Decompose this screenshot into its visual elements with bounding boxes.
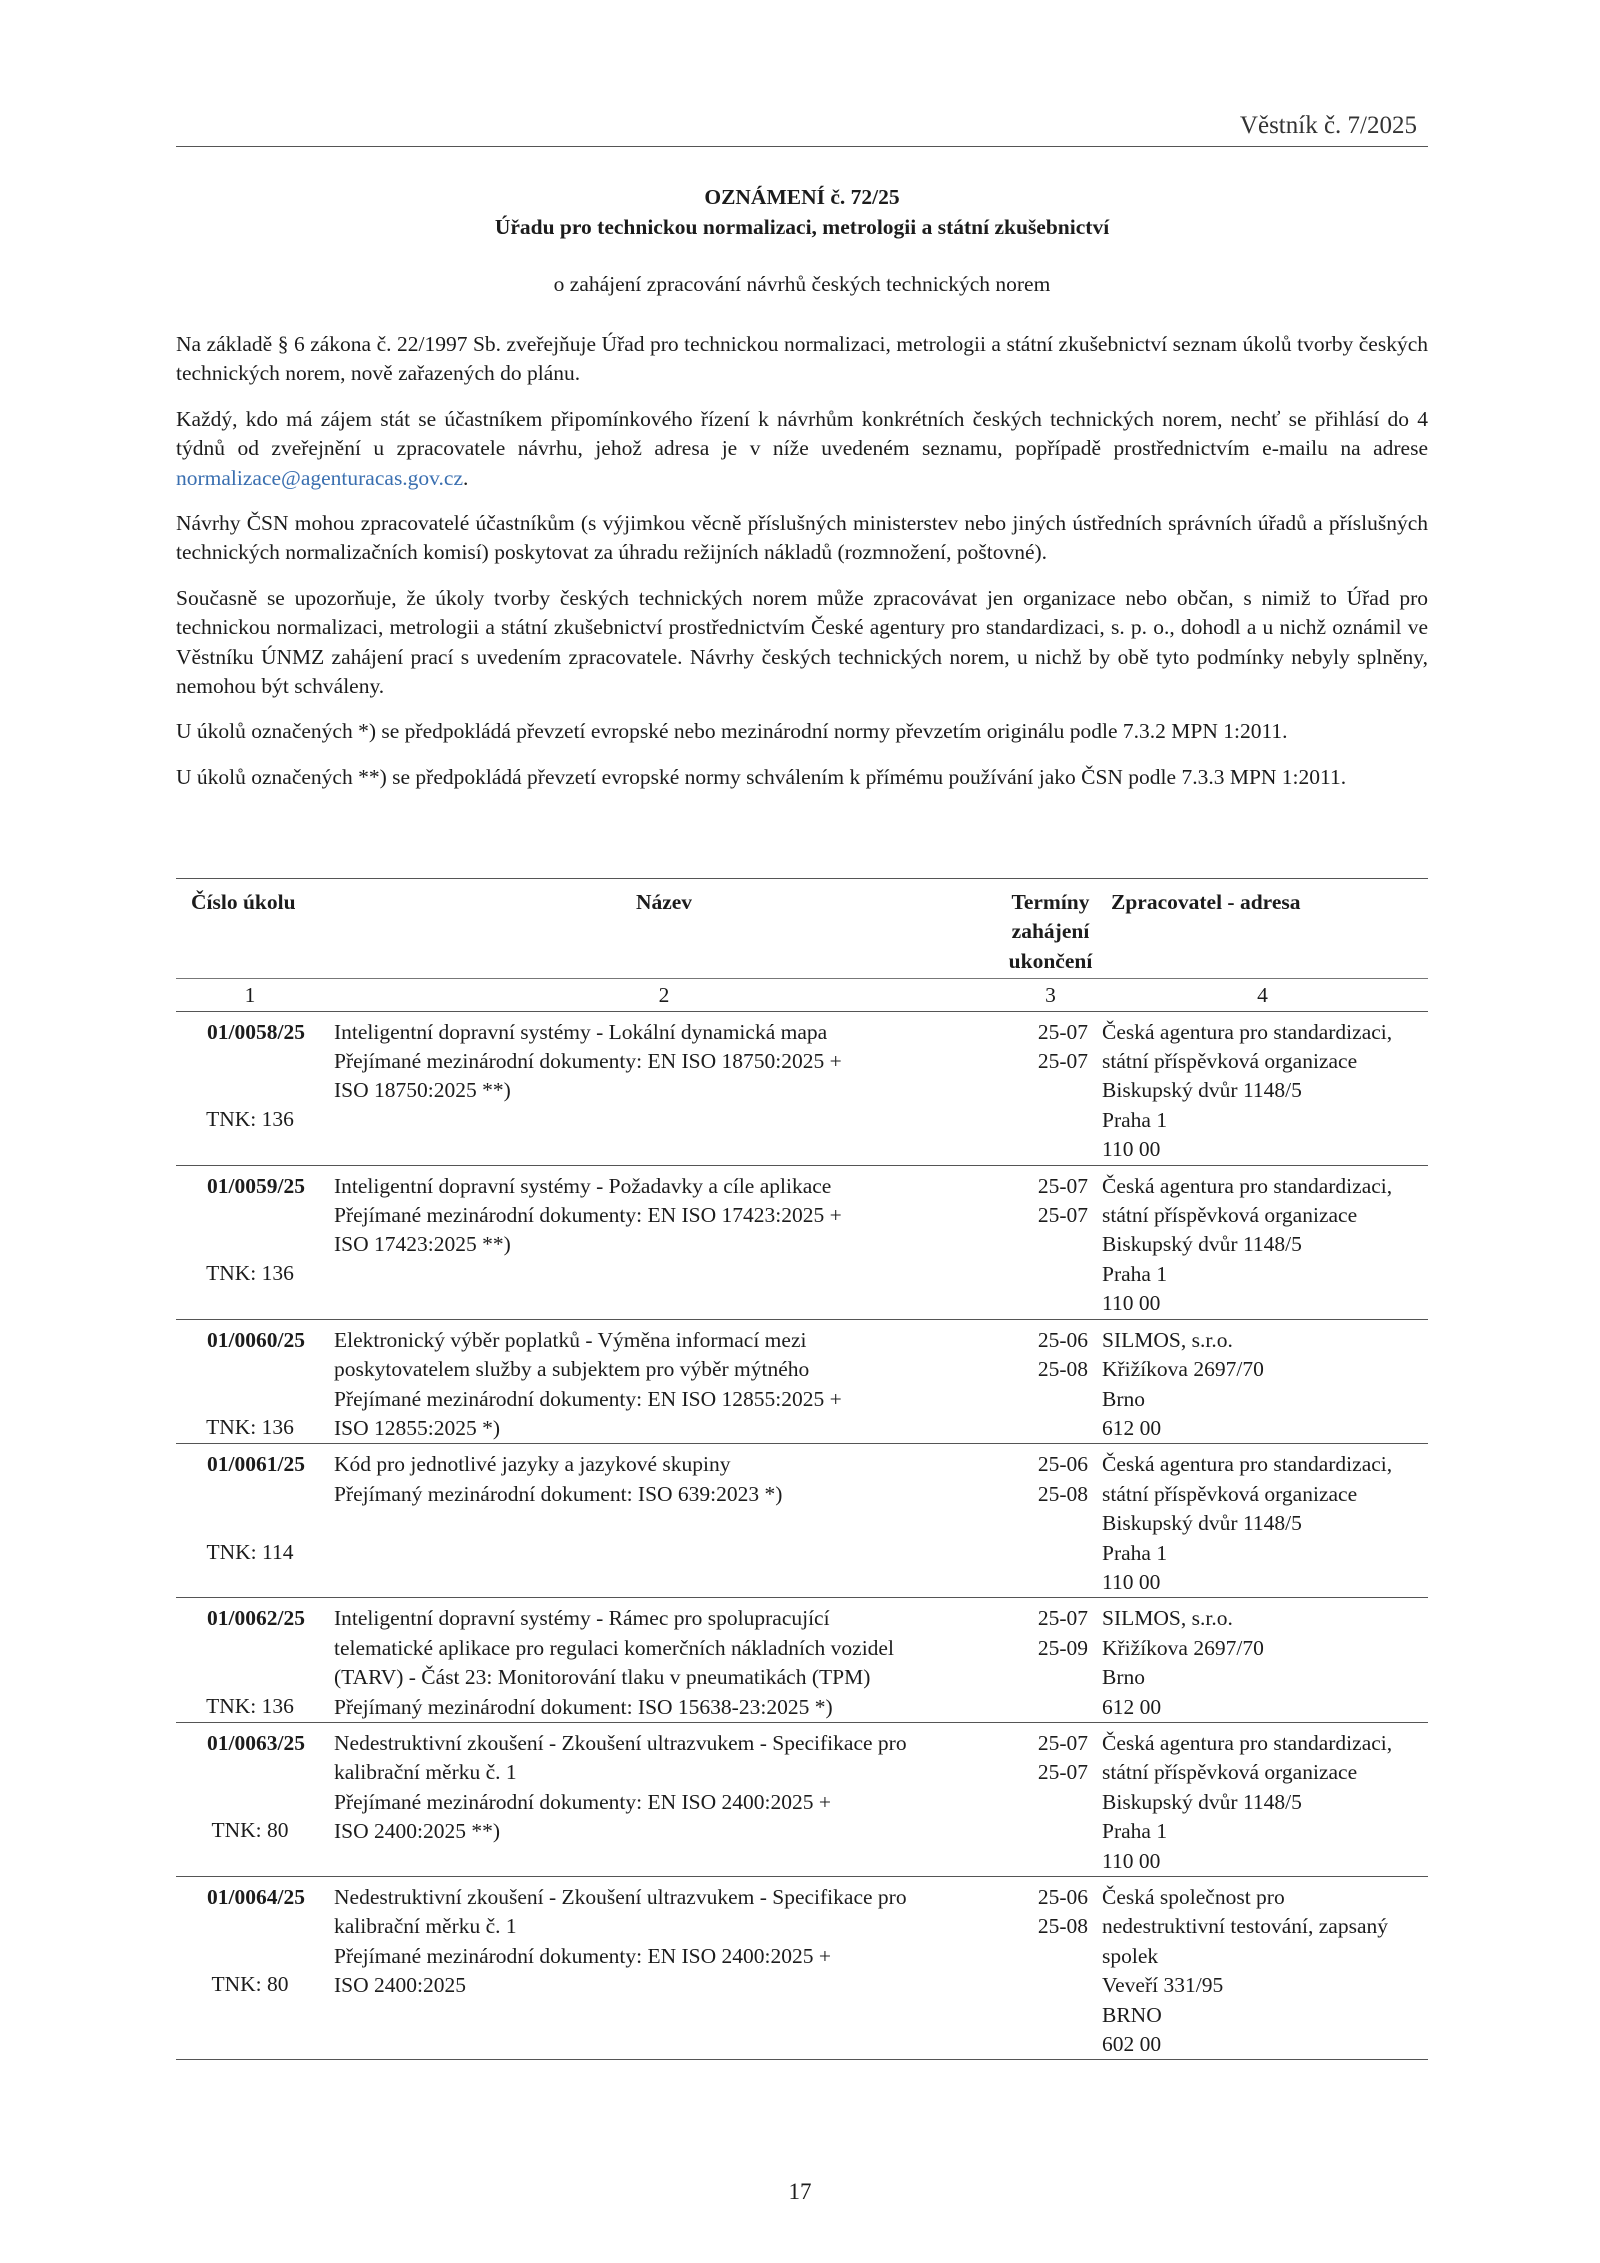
task-number: 01/0062/25 [207,1606,305,1631]
task-id-cell [176,1165,324,1319]
announcement-title: OZNÁMENÍ č. 72/25 [704,185,900,209]
paragraph-legal-basis: Na základě § 6 zákona č. 22/1997 Sb. zveřejňuje Úřad pro technickou normalizaci, metrologii a státní zkušebnictví seznam úkolů tvorby českých technických norem, nově zařazených do plánu. [176,332,1428,386]
header-name: Název [324,879,1004,979]
paragraph-participation-end: . [463,465,469,490]
standards-task-table [176,878,1428,2060]
task-id-cell [176,1011,324,1165]
task-id-cell [176,1598,324,1723]
start-term: 25-07 [1037,1173,1088,1198]
processor-address: Česká společnost pro nedestruktivní testování, zapsaný spolek Veveří 331/95 BRNO 602 00 [1097,1877,1428,2060]
page-number: 17 [788,2179,812,2204]
paragraph-participation-text: Každý, kdo má zájem stát se účastníkem připomínkového řízení k návrhům konkrétních českých technických norem, nechť se přihlásí do 4 týdnů od zveřejnění u zpracovatele návrhu, jehož adresa je v níže uvedeném seznamu, popřípadě prostřednictvím e-mailu na adrese [176,406,1428,461]
processor-address: Česká agentura pro standardizaci, státní příspěvková organizace Biskupský dvůr 1148/5 Praha 1 110 00 [1097,1011,1428,1165]
processor-address: SILMOS, s.r.o. Křižíkova 2697/70 Brno 612 00 [1097,1319,1428,1444]
header-terms: Termíny zahájení ukončení [1004,879,1097,979]
announcement-subject: o zahájení zpracování návrhů českých technických norem [553,272,1051,296]
task-name: Elektronický výběr poplatků - Výměna informací mezi poskytovatelem služby a subjektem pro výběr mýtného Přejímané mezinárodní dokumenty: EN ISO 12855:2025 + ISO 12855:2025 *) [324,1319,1004,1444]
task-terms [1004,1319,1097,1444]
end-term: 25-09 [1037,1635,1088,1660]
start-term: 25-06 [1037,1452,1088,1477]
paragraph-note-double-asterisk: U úkolů označených **) se předpokládá převzetí evropské normy schválením k přímému používání jako ČSN podle 7.3.3 MPN 1:2011. [176,764,1347,789]
task-name: Nedestruktivní zkoušení - Zkoušení ultrazvukem - Specifikace pro kalibrační měrku č. 1 Přejímané mezinárodní dokumenty: EN ISO 2400:2025 + ISO 2400:2025 [324,1877,1004,2060]
processor-address: Česká agentura pro standardizaci, státní příspěvková organizace Biskupský dvůr 1148/5 Praha 1 110 00 [1097,1444,1428,1598]
task-terms [1004,1444,1097,1598]
table-row [176,1598,1428,1723]
task-number: 01/0059/25 [207,1173,305,1198]
tnk-label: TNK: 80 [211,1818,289,1843]
processor-address: SILMOS, s.r.o. Křižíkova 2697/70 Brno 612 00 [1097,1598,1428,1723]
end-term: 25-08 [1037,1357,1088,1382]
task-number: 01/0061/25 [207,1452,305,1477]
task-id-cell [176,1319,324,1444]
email-link[interactable]: normalizace@agenturacas.gov.cz [176,465,463,490]
start-term: 25-07 [1037,1730,1088,1755]
table-row [176,1011,1428,1165]
tnk-label: TNK: 114 [206,1539,294,1564]
task-name: Inteligentní dopravní systémy - Rámec pro spolupracující telematické aplikace pro regulaci komerčních nákladních vozidel (TARV) - Část 23: Monitorování tlaku v pneumatikách (TPM) Přejímaný mezinárodní dokument: ISO 15638-23:2025 *) [324,1598,1004,1723]
start-term: 25-06 [1037,1885,1088,1909]
task-number: 01/0063/25 [207,1730,305,1755]
table-row [176,1319,1428,1444]
column-number: 2 [324,979,1004,1011]
task-name: Inteligentní dopravní systémy - Požadavky a cíle aplikace Přejímané mezinárodní dokumenty: EN ISO 17423:2025 + ISO 17423:2025 **) [324,1165,1004,1319]
header-processor: Zpracovatel - adresa [1097,879,1428,979]
task-name: Nedestruktivní zkoušení - Zkoušení ultrazvukem - Specifikace pro kalibrační měrku č. 1 Přejímané mezinárodní dokumenty: EN ISO 2400:2025 + ISO 2400:2025 **) [324,1722,1004,1876]
end-term: 25-08 [1037,1481,1088,1506]
processor-address: Česká agentura pro standardizaci, státní příspěvková organizace Biskupský dvůr 1148/5 Praha 1 110 00 [1097,1722,1428,1876]
column-number: 3 [1004,979,1097,1011]
end-term: 25-08 [1037,1914,1088,1939]
task-number: 01/0060/25 [207,1327,305,1352]
column-number-row [176,979,1428,1011]
table-row [176,1877,1428,2060]
table-row [176,1165,1428,1319]
task-name: Inteligentní dopravní systémy - Lokální dynamická mapa Přejímané mezinárodní dokumenty: EN ISO 18750:2025 + ISO 18750:2025 **) [324,1011,1004,1165]
tnk-label: TNK: 136 [206,1693,294,1718]
task-number: 01/0064/25 [207,1885,305,1909]
start-term: 25-07 [1037,1019,1088,1044]
table-row [176,1722,1428,1876]
announcement-title-block [176,182,1428,299]
task-name: Kód pro jednotlivé jazyky a jazykové skupiny Přejímaný mezinárodní dokument: ISO 639:2023 *) [324,1444,1004,1598]
paragraph-participation [176,405,1428,493]
processor-address: Česká agentura pro standardizaci, státní příspěvková organizace Biskupský dvůr 1148/5 Praha 1 110 00 [1097,1165,1428,1319]
issuing-authority: Úřadu pro technickou normalizaci, metrologii a státní zkušebnictví [494,215,1110,239]
paragraph-fees: Návrhy ČSN mohou zpracovatelé účastníkům (s výjimkou věcně příslušných ministerstev nebo jiných ústředních správních úřadů a příslušných technických normalizačních komisí) poskytovat za úhradu režijních nákladů (rozmnožení, poštovné). [176,511,1428,565]
task-id-cell [176,1877,324,2060]
task-id-cell [176,1444,324,1598]
tnk-label: TNK: 136 [206,1107,294,1132]
end-term: 25-07 [1037,1203,1088,1228]
task-id-cell [176,1722,324,1876]
start-term: 25-06 [1037,1327,1088,1352]
announcement-body [176,330,1428,808]
paragraph-conditions: Současně se upozorňuje, že úkoly tvorby českých technických norem může zpracovávat jen organizace nebo občan, s nimiž to Úřad pro technickou normalizaci, metrologii a státní zkušebnictví prostřednictvím České agentury pro standardizaci, s. p. o., dohodl a u nichž oznámil ve Věstníku ÚNMZ zahájení prací s uvedením zpracovatele. Návrhy českých technických norem, u nichž by obě tyto podmínky nebyly splněny, nemohou být schváleny. [176,585,1428,699]
header-divider [176,146,1428,147]
column-number: 1 [176,979,324,1011]
table-header-row [176,879,1428,979]
tnk-label: TNK: 80 [211,1972,289,1997]
tnk-label: TNK: 136 [206,1261,294,1286]
tnk-label: TNK: 136 [206,1415,294,1440]
task-terms [1004,1011,1097,1165]
start-term: 25-07 [1037,1606,1088,1631]
column-number: 4 [1097,979,1428,1011]
task-number: 01/0058/25 [207,1019,305,1044]
task-terms [1004,1598,1097,1723]
end-term: 25-07 [1037,1760,1088,1785]
task-terms [1004,1722,1097,1876]
paragraph-note-single-asterisk: U úkolů označených *) se předpokládá převzetí evropské nebo mezinárodní normy převzetím originálu podle 7.3.2 MPN 1:2011. [176,719,1288,744]
end-term: 25-07 [1037,1049,1088,1074]
task-terms [1004,1877,1097,2060]
journal-issue: Věstník č. 7/2025 [1239,112,1417,139]
header-task-number: Číslo úkolu [176,879,324,979]
task-terms [1004,1165,1097,1319]
table-row [176,1444,1428,1598]
